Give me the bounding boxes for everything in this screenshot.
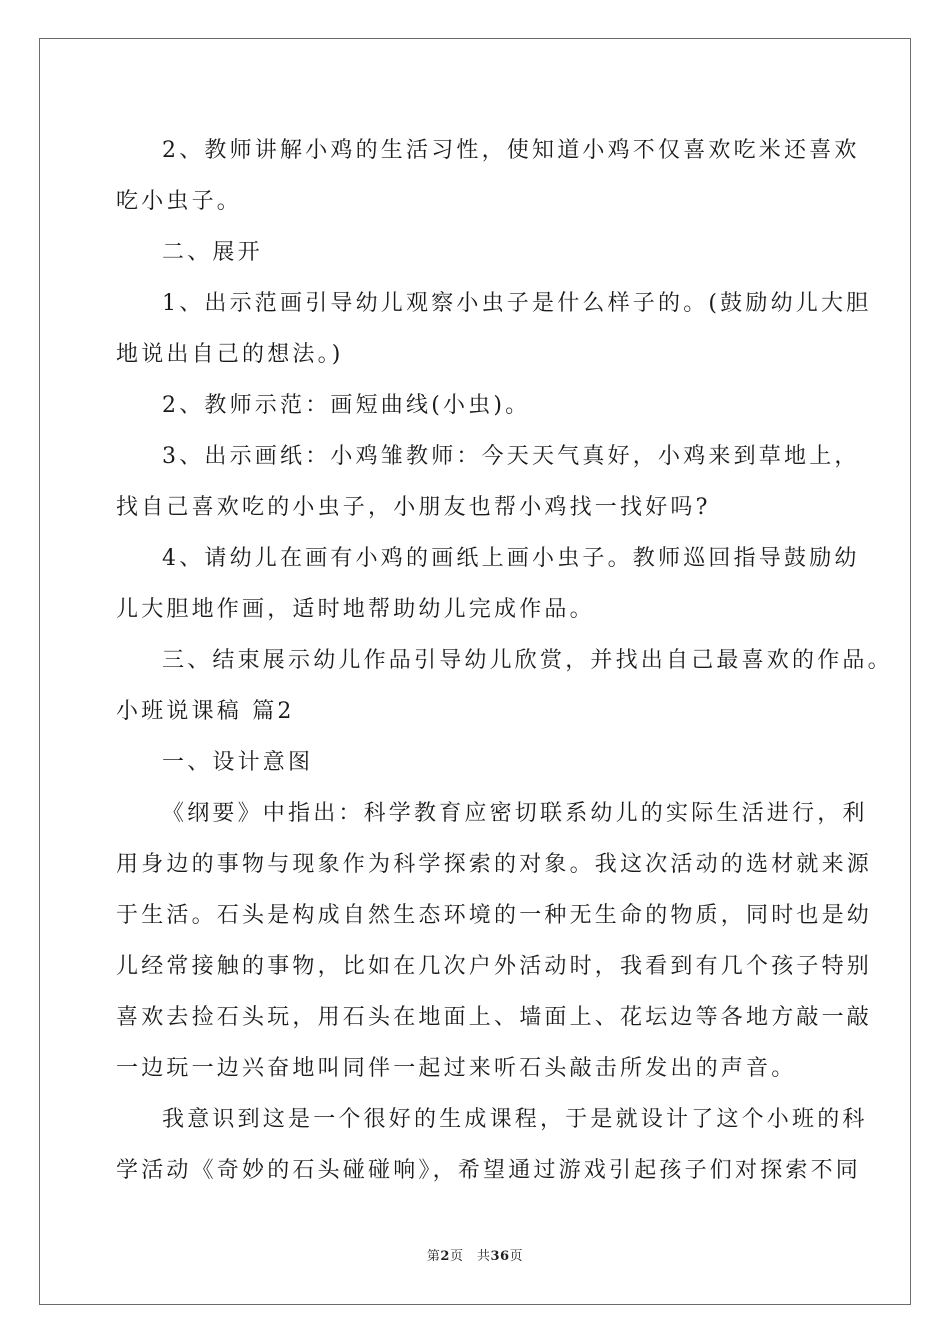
section-heading: 二、展开	[162, 240, 263, 265]
text-line: 《纲要》中指出：科学教育应密切联系幼儿的实际生活进行，利	[162, 801, 868, 826]
text-line: 一边玩一边兴奋地叫同伴一起过来听石头敲击所发出的声音。	[116, 1056, 797, 1081]
text-line: 于生活。石头是构成自然生态环境的一种无生命的物质，同时也是幼	[116, 903, 873, 928]
text-line: 1、出示范画引导幼儿观察小虫子是什么样子的。(鼓励幼儿大胆	[162, 291, 872, 316]
text-line: 儿经常接触的事物，比如在几次户外活动时，我看到有几个孩子特别	[116, 954, 873, 979]
article-title: 小班说课稿 篇2	[116, 699, 295, 724]
text-line: 学活动《奇妙的石头碰碰响》，希望通过游戏引起孩子们对探索不同	[116, 1158, 862, 1183]
text-line: 我意识到这是一个很好的生成课程，于是就设计了这个小班的科	[162, 1107, 868, 1132]
text-line: 2、教师讲解小鸡的生活习性，使知道小鸡不仅喜欢吃米还喜欢	[162, 138, 860, 163]
section-heading: 三、结束展示幼儿作品引导幼儿欣赏，并找出自己最喜欢的作品。	[162, 648, 893, 673]
current-page-number: 2	[440, 1249, 450, 1264]
total-pages-number: 36	[490, 1249, 510, 1264]
page-mid: 页 共	[449, 1249, 491, 1264]
text-line: 喜欢去捡石头玩，用石头在地面上、墙面上、花坛边等各地方敲一敲	[116, 1005, 873, 1030]
text-line: 3、出示画纸：小鸡雏教师：今天天气真好，小鸡来到草地上，	[162, 444, 860, 469]
text-line: 儿大胆地作画，适时地帮助幼儿完成作品。	[116, 597, 595, 622]
text-line: 地说出自己的想法。)	[116, 342, 344, 367]
text-line: 用身边的事物与现象作为科学探索的对象。我这次活动的选材就来源	[116, 852, 873, 877]
page-footer	[0, 1245, 950, 1264]
text-line: 2、教师示范：画短曲线(小虫)。	[162, 393, 531, 418]
section-heading: 一、设计意图	[162, 750, 314, 775]
page-suffix: 页	[509, 1249, 524, 1264]
text-line: 吃小虫子。	[116, 189, 243, 214]
page-prefix: 第	[426, 1249, 441, 1264]
text-line: 找自己喜欢吃的小虫子，小朋友也帮小鸡找一找好吗?	[116, 495, 711, 520]
text-line: 4、请幼儿在画有小鸡的画纸上画小虫子。教师巡回指导鼓励幼	[162, 546, 860, 571]
